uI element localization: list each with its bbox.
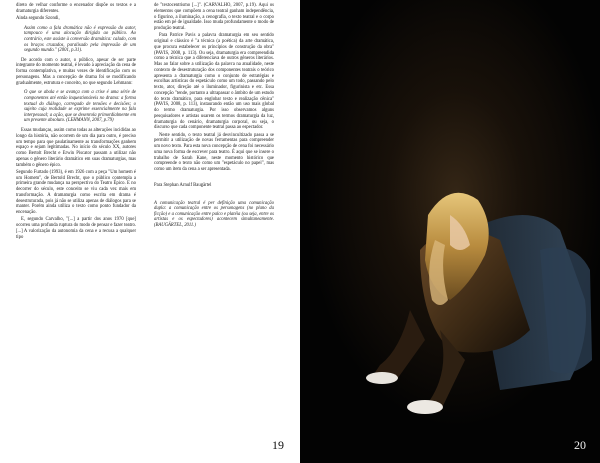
text-column-left: [16, 3, 136, 242]
performer-crouched-photo: [300, 0, 600, 463]
paragraph: E, segundo Carvalho, "[...] a partir dos anos 1970 [que] ocorreu uma profunda ruptura do modo de pensar e fazer teatro. [...] A valorização da autonomia da cena e a recusa a qualquer tipo: [16, 217, 136, 240]
left-shoe: [366, 372, 398, 384]
paragraph: Para Patrice Pavis a palavra dramaturgia em seu sentido original e clássico é "a técnica (a poética) da arte dramática, que procura estabelecer os princípios de construção da obra" (PAVIS, 2008, p. 113). Ou seja, dramaturgia era compreendida como a técnica que a diferenciava de outros gêneros literários. Mas ao falar sobre a utilização da palavra na atualidade, neste contexto de desestruturação dos componentes teatrais o teórico apresenta a dramaturgia como o conjunto de estratégias e escolhas artísticas do espetáculo como um todo, passando pelo texto, ator, direção até o iluminador, figurinista e etc. Essa concepção "tende, portanto a ultrapassar o âmbito de um estudo do texto dramático, para englobar texto e realização cênica" (PAVIS, 2008, p. 113), instaurando então um uso mais global do termo dramaturgia. Por isso observamos alguns pesquisadores e artistas usarem os termos dramaturgia da luz, dramaturgia do cenário, dramaturgia corporal, ou seja, o discurso que cada componente teatral passa ao espectador.: [154, 33, 274, 131]
paragraph: Neste sentido, o texto teatral já desvincultizado passa a se permitir a utilização de novas ferramentas para compreender um novo texto. Para esta nova concepção de cena foi necessário uma nova forma de escrever para teatro. É aqui que se insere o trabalho de Sarah Kane, neste momento histórico que compreende o texto não como um "espetáculo no papel", mas como um item da cena a ser apresentada.: [154, 132, 274, 172]
paragraph: O que se abala e se avança com a crise é uma série de componentes até então inquestionáveis no drama: a forma textual do diálogo, carregado de tensões e decisões; o sujeito cuja realidade se exprime essencialmente na fala interpessoal; a ação, que se desenrola primordialmente em um presente absoluto. (LEHMANN, 2007, p.79): [24, 90, 136, 124]
paragraph: Segundo Furtado (1993), é em 1926 com a peça "Um homem é um Homem", de Bertold Brecht, que o público contempla a primeira grande mudança na perspectiva do Teatro Épico. E no decorrer do século, este conceito se viu cada vez mais em transformação. A dramaturgia como escrita em drama é desestruturada, pois já não se utiliza apenas de diálogos para se manter. Porém ainda utiliza o texto como ponto fundador da encenação.: [16, 169, 136, 216]
paragraph: A comunicação teatral é per definição uma comunicação dupla: a comunicação entre os personagens (no plano da ficção) e a comunicação entre palco e platéia (ou seja, entre os artistas e os espectadores) acontecem simultaneamente. (BAUGÄRTEL, 2011.): [154, 200, 274, 228]
page-number-left: 19: [272, 438, 284, 452]
paragraph: direto de velhar conforme o encenador dispõe os textos e a dramaturgia diferentes.: [16, 3, 136, 14]
page-number-right: 20: [574, 438, 586, 452]
paragraph: Ainda segundo Szondi,: [16, 16, 60, 21]
paragraph: Assim como a fala dramática não é expressão do autor, tampouco é uma alocução dirigida ao público. Ao contrário, este assiste à conversão dramática: calado, com os braços cruzados, paralisado pela impressão de um segundo mundo." (2001, p.31).: [24, 25, 136, 54]
paragraph: De acordo com o autor, o público, apesar de ser parte integrante do momento teatral, é levado à apreciação da cena de forma contemplativa, e muitas vezes de identificação com os personagens. Mas a concepção de drama foi se modificando gradualmente, estrutura e conceito, no que segundo Lehmann:: [16, 57, 136, 86]
page-right: [300, 0, 600, 463]
right-shoe: [407, 400, 443, 414]
paragraph: Para Stephan Arnulf Baugärtel: [154, 182, 212, 188]
paragraph: de "textocentrismo [...]". (CARVALHO, 2007, p.19). Aqui os elementos que compõem a cena teatral ganham independência, o figurino, a iluminação, a cenografia, o texto teatral e o corpo estão em pé de igualdade. Isso muda profundamente o modo de produção teatral.: [154, 3, 274, 31]
paragraph: Essas mudanças, assim como todas as alterações incididas ao longo da história, não ocorrem de um dia para outro, é preciso um tempo para que paulatinamente as transformações ganhem espaço e sejam legitimadas. No início do século XX, autores como Bertolt Brecht e Erwin Piscator passam a utilizar não apenas o gênero literário dramático em suas dramaturgias, mas também o gênero épico.: [16, 128, 136, 168]
text-column-right: [154, 3, 274, 230]
